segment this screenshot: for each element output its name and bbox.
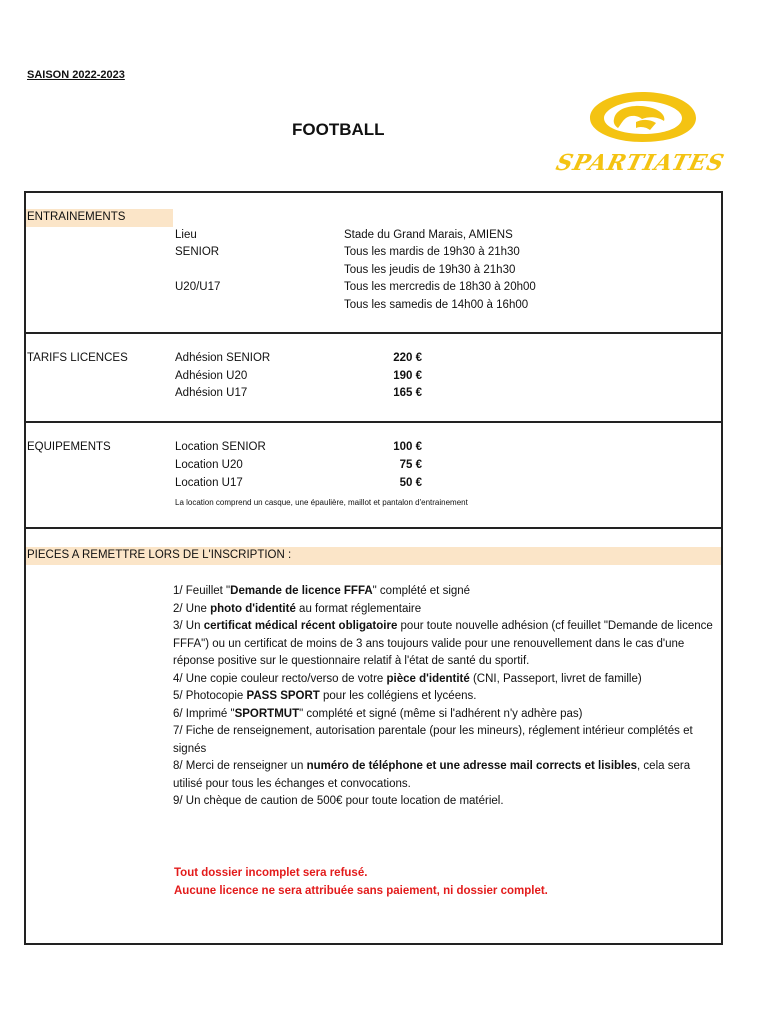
tarif-name: Adhésion U20 bbox=[175, 370, 248, 382]
warning-incomplete: Tout dossier incomplet sera refusé. bbox=[174, 867, 368, 879]
divider bbox=[24, 421, 723, 423]
piece-item: 9/ Un chèque de caution de 500€ pour toute location de matériel. bbox=[173, 795, 504, 807]
spartiates-logo bbox=[553, 88, 728, 180]
tarif-price: 190 € bbox=[393, 370, 422, 382]
page-title: FOOTBALL bbox=[292, 120, 385, 139]
season-label: SAISON 2022-2023 bbox=[27, 69, 125, 81]
training-row-right: Tous les mercredis de 18h30 à 20h00 bbox=[344, 281, 536, 293]
equipement-name: Location SENIOR bbox=[175, 441, 266, 453]
equipement-name: Location U20 bbox=[175, 459, 243, 471]
divider bbox=[24, 527, 723, 529]
piece-item: 8/ Merci de renseigner un numéro de téléphone et une adresse mail corrects et lisibles, cela sera utilisé pour tous les échanges et convocations. bbox=[173, 760, 691, 790]
tarif-price: 220 € bbox=[393, 352, 422, 364]
section-entrainements-label: ENTRAINEMENTS bbox=[27, 211, 126, 223]
piece-item: 2/ Une photo d'identité au format réglementaire bbox=[173, 602, 422, 615]
piece-item: 1/ Feuillet "Demande de licence FFFA" complété et signé bbox=[173, 585, 471, 597]
equipement-price: 75 € bbox=[399, 459, 422, 471]
equipement-price: 100 € bbox=[393, 441, 422, 453]
pieces-list bbox=[173, 583, 713, 811]
piece-item: 4/ Une copie couleur recto/verso de votre pièce d'identité (CNI, Passeport, livret de famille) bbox=[173, 672, 642, 685]
warning-payment: Aucune licence ne sera attribuée sans paiement, ni dossier complet. bbox=[174, 884, 548, 897]
training-row-right: Tous les jeudis de 19h30 à 21h30 bbox=[344, 264, 516, 276]
divider bbox=[24, 332, 723, 334]
training-row-left: Lieu bbox=[175, 229, 197, 241]
piece-item: 3/ Un certificat médical récent obligatoire pour toute nouvelle adhésion (cf feuillet "Demande de licence FFFA") ou un certificat de moins de 3 ans toujours valide pour une renouvellement dans le cas d'une réponse positive sur le questionnaire relatif à l'état de santé du sportif. bbox=[173, 620, 713, 667]
piece-item: 5/ Photocopie PASS SPORT pour les collégiens et lycéens. bbox=[173, 690, 477, 702]
training-row-left: U20/U17 bbox=[175, 281, 221, 293]
logo-wordmark: SPARTIATES bbox=[553, 150, 728, 176]
training-row-right: Stade du Grand Marais, AMIENS bbox=[344, 229, 513, 241]
warnings bbox=[174, 865, 548, 900]
training-row-right: Tous les mardis de 19h30 à 21h30 bbox=[344, 246, 520, 258]
section-pieces-label: PIECES A REMETTRE LORS DE L'INSCRIPTION : bbox=[27, 549, 292, 561]
piece-item: 6/ Imprimé "SPORTMUT" complété et signé (même si l'adhérent n'y adhère pas) bbox=[173, 707, 583, 720]
tarif-price: 165 € bbox=[393, 387, 422, 399]
tarif-name: Adhésion SENIOR bbox=[175, 352, 271, 364]
training-row-right: Tous les samedis de 14h00 à 16h00 bbox=[344, 299, 529, 311]
section-tarifs-label: TARIFS LICENCES bbox=[27, 352, 128, 364]
equipement-note: La location comprend un casque, une épaulière, maillot et pantalon d'entrainement bbox=[175, 498, 468, 507]
equipement-price: 50 € bbox=[399, 477, 422, 489]
piece-item: 7/ Fiche de renseignement, autorisation parentale (pour les mineurs), réglement intérieur complétés et signés bbox=[173, 725, 693, 755]
section-equipements-label: EQUIPEMENTS bbox=[27, 441, 111, 453]
equipement-name: Location U17 bbox=[175, 477, 243, 489]
training-row-left: SENIOR bbox=[175, 246, 220, 258]
tarif-name: Adhésion U17 bbox=[175, 387, 248, 399]
